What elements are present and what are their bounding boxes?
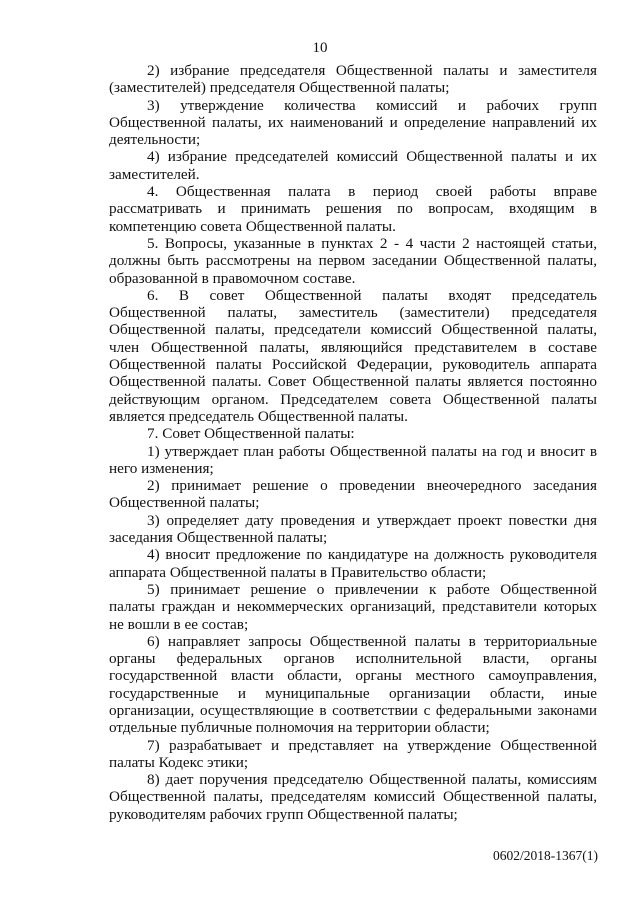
paragraph: 7) разрабатывает и представляет на утверждение Общественной палаты Кодекс этики; — [109, 736, 597, 771]
paragraph: 4. Общественная палата в период своей работы вправе рассматривать и принимать решения по вопросам, входящим в компетенцию совета Общественной палаты. — [109, 183, 597, 235]
paragraph: 3) утверждение количества комиссий и рабочих групп Общественной палаты, их наименований и определение направлений их деятельности; — [109, 96, 597, 149]
page-number: 10 — [312, 40, 328, 56]
paragraph: 1) утверждает план работы Общественной палаты на год и вносит в него изменения; — [109, 442, 597, 477]
paragraph: 8) дает поручения председателю Общественной палаты, комиссиям Общественной палаты, председателям комиссий Общественной палаты, руководителям рабочих групп Общественной палаты; — [109, 771, 597, 823]
document-code: 0602/2018-1367(1) — [493, 848, 598, 863]
paragraph: 3) определяет дату проведения и утверждает проект повестки дня заседания Общественной палаты; — [109, 511, 597, 547]
paragraph: 2) принимает решение о проведении внеочередного заседания Общественной палаты; — [109, 477, 597, 512]
paragraph: 5. Вопросы, указанные в пунктах 2 - 4 части 2 настоящей статьи, должны быть рассмотрены на первом заседании Общественной палаты, образованной в правомочном составе. — [109, 234, 597, 287]
paragraph: 7. Совет Общественной палаты: — [147, 425, 355, 443]
document-body — [109, 62, 597, 823]
paragraph: 4) вносит предложение по кандидатуре на должность руководителя аппарата Общественной палаты в Правительство области; — [109, 546, 597, 581]
paragraph: 4) избрание председателей комиссий Общественной палаты и их заместителей. — [109, 148, 597, 183]
paragraph: 6. В совет Общественной палаты входят председатель Общественной палаты, заместитель (заместители) председателя Общественной палаты, председатели комиссий Общественной палаты, член Общественной палаты, являющийся представителем в составе Общественной палаты Российской Федерации, руководитель аппарата Общественной палаты. Совет Общественной палаты является постоянно действующим органом. Председателем совета Общественной палаты является председатель Общественной палаты. — [109, 286, 597, 425]
paragraph: 2) избрание председателя Общественной палаты и заместителя (заместителей) председателя Общественной палаты; — [109, 62, 597, 97]
paragraph: 5) принимает решение о привлечении к работе Общественной палаты граждан и некоммерческих организаций, представители которых не вошли в ее состав; — [109, 580, 597, 633]
paragraph: 6) направляет запросы Общественной палаты в территориальные органы федеральных органов исполнительной власти, органы государственной власти области, органы местного самоуправления, государственные и муниципальные организации области, иные организации, осуществляющие в соответствии с федеральными законами отдельные публичные полномочия на территории области; — [109, 632, 597, 737]
